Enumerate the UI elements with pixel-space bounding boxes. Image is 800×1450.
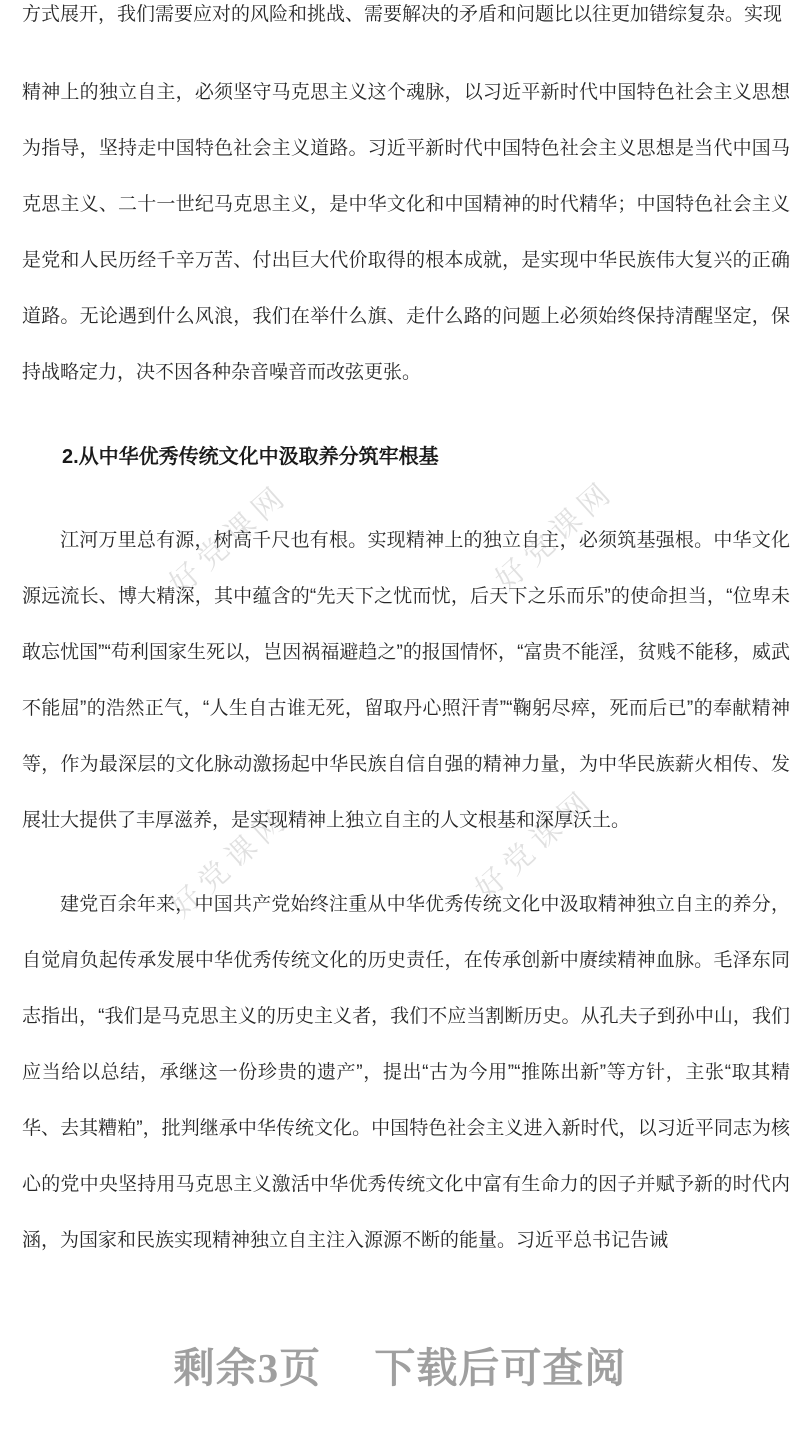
- section-heading: 2.从中华优秀传统文化中汲取养分筑牢根基: [62, 446, 439, 468]
- paragraph-continuation: 方式展开，我们需要应对的风险和挑战、需要解决的矛盾和问题比以往更加错综复杂。实现: [22, 4, 783, 25]
- watermark: 好党课网: [163, 477, 296, 602]
- paragraph: 精神上的独立自主，必须坚守马克思主义这个魂脉，以习近平新时代中国特色社会主义思想为指导，坚持走中国特色社会主义道路。习近平新时代中国特色社会主义思想是当代中国马克思主义、二十一世纪马克思主义，是中华文化和中国精神的时代精华；中国特色社会主义是党和人民历经千辛万苦、付出巨大代价取得的根本成就，是实现中华民族伟大复兴的正确道路。无论遇到什么风浪，我们在举什么旗、走什么路的问题上必须始终保持清醒坚定，保持战略定力，决不因各种杂音噪音而改弦更张。: [22, 82, 790, 383]
- watermark: 好党课网: [489, 473, 622, 598]
- paragraph: 江河万里总有源，树高千尺也有根。实现精神上的独立自主，必须筑基强根。中华文化源远流长、博大精深，其中蕴含的“先天下之忧而忧，后天下之乐而乐”的使命担当，“位卑未敢忘忧国”“苟利国家生死以，岂因祸福避趋之”的报国情怀，“富贵不能淫，贫贱不能移，威武不能屈”的浩然正气，“人生自古谁无死，留取丹心照汗青”“鞠躬尽瘁，死而后已”的奉献精神等，作为最深层的文化脉动激扬起中华民族自信自强的精神力量，为中华民族薪火相传、发展壮大提供了丰厚滋养，是实现精神上独立自主的人文根基和深厚沃土。: [22, 530, 790, 831]
- document-body: [22, 0, 790, 1269]
- paragraph: 建党百余年来，中国共产党始终注重从中华优秀传统文化中汲取精神独立自主的养分，自觉肩负起传承发展中华优秀传统文化的历史责任，在传承创新中赓续精神血脉。毛泽东同志指出，“我们是马克思主义的历史主义者，我们不应当割断历史。从孔夫子到孙中山，我们应当给以总结，承继这一份珍贵的遗产”，提出“古为今用”“推陈出新”等方针，主张“取其精华、去其糟粕”，批判继承中华传统文化。中国特色社会主义进入新时代，以习近平同志为核心的党中央坚持用马克思主义激活中华优秀传统文化中富有生命力的因子并赋予新的时代内涵，为国家和民族实现精神独立自主注入源源不断的能量。习近平总书记告诫: [22, 894, 790, 1251]
- watermark: 好党课网: [164, 800, 297, 925]
- remaining-pages-notice: 剩余3页 下载后可查阅: [173, 1345, 627, 1391]
- watermark: 好党课网: [469, 782, 602, 907]
